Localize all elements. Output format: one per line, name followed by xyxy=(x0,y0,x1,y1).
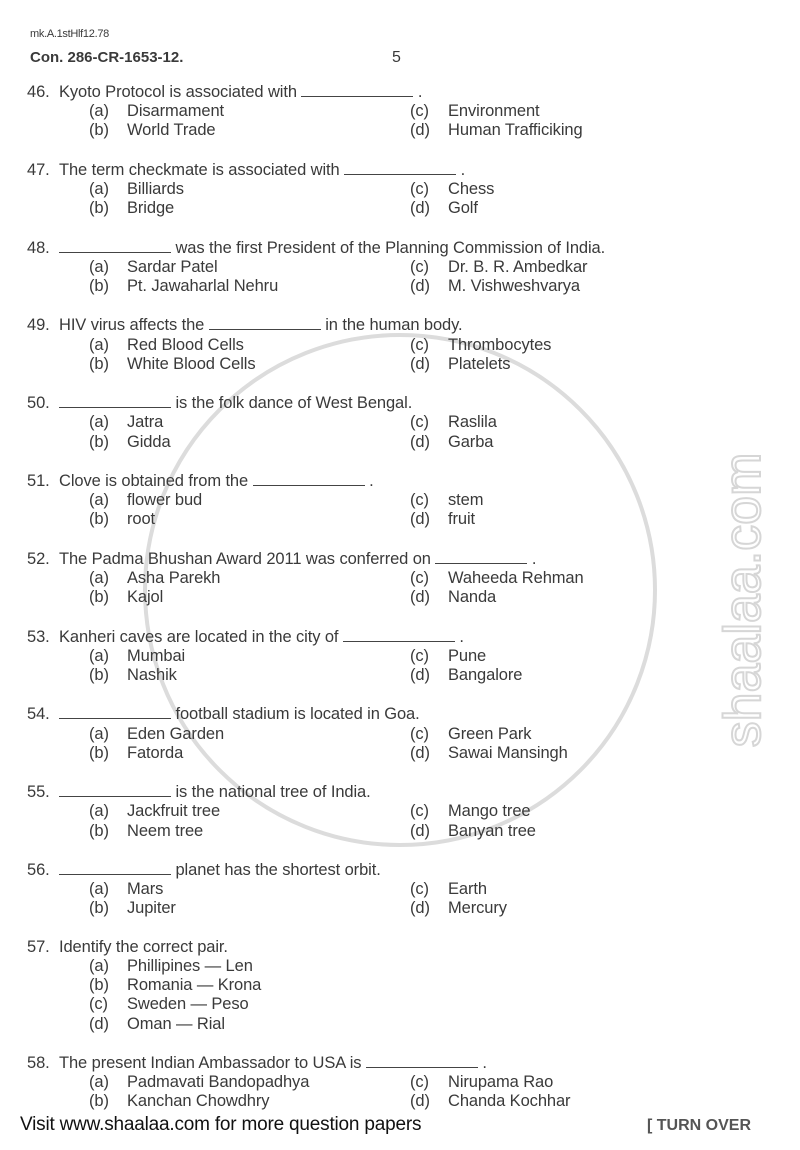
option-label: (b) xyxy=(89,665,109,684)
option-text: fruit xyxy=(448,510,476,529)
option-label: (c) xyxy=(410,802,429,821)
option-text: Raslila xyxy=(448,413,497,432)
answer-option xyxy=(89,491,410,510)
option-row xyxy=(27,569,787,588)
answer-blank xyxy=(59,238,171,253)
answer-option xyxy=(410,725,730,744)
question-stem-end: . xyxy=(459,627,464,646)
option-row xyxy=(27,647,787,666)
option-label: (a) xyxy=(89,802,109,821)
answer-option xyxy=(410,355,730,374)
option-row xyxy=(27,880,787,899)
option-label: (a) xyxy=(89,724,109,743)
option-text: Jatra xyxy=(127,413,164,432)
option-label: (d) xyxy=(410,588,430,607)
question-stem-end: planet has the shortest orbit. xyxy=(175,860,381,879)
answer-blank xyxy=(59,782,171,797)
question-stem-end: is the folk dance of West Bengal. xyxy=(175,394,413,413)
question-number: 56. xyxy=(27,860,50,879)
option-row xyxy=(27,180,787,199)
option-label: (c) xyxy=(410,180,429,198)
option-text: Romania — Krona xyxy=(127,976,262,995)
option-label: (b) xyxy=(89,199,109,218)
option-label: (a) xyxy=(89,257,109,276)
answer-blank xyxy=(59,704,171,719)
answer-option xyxy=(410,258,730,277)
option-row xyxy=(27,1092,787,1111)
option-text: World Trade xyxy=(127,121,216,140)
option-label: (c) xyxy=(410,724,429,743)
page-number: 5 xyxy=(392,49,401,66)
option-row xyxy=(27,725,787,744)
option-row xyxy=(27,802,787,821)
option-row xyxy=(27,822,787,841)
answer-blank xyxy=(209,315,321,330)
answer-option xyxy=(89,725,410,744)
option-text: Pt. Jawaharlal Nehru xyxy=(127,277,279,295)
question-block xyxy=(27,393,787,452)
question-number: 57. xyxy=(27,937,50,956)
question-text xyxy=(27,238,787,258)
option-label: (c) xyxy=(89,995,108,1014)
option-label: (c) xyxy=(410,257,429,276)
option-label: (d) xyxy=(410,510,430,529)
option-text: Environment xyxy=(448,102,540,121)
option-text: Earth xyxy=(448,880,487,899)
option-row xyxy=(27,433,787,452)
option-text: flower bud xyxy=(127,491,203,510)
answer-option xyxy=(89,976,410,995)
option-text: Phillipines — Len xyxy=(127,956,253,975)
answer-option xyxy=(89,413,410,432)
option-label: (b) xyxy=(89,899,109,918)
answer-option xyxy=(410,802,730,821)
answer-option xyxy=(410,433,730,452)
answer-option xyxy=(89,588,410,607)
option-text: Nirupama Rao xyxy=(448,1073,554,1092)
option-text: Waheeda Rehman xyxy=(448,568,584,587)
option-text: Thrombocytes xyxy=(448,335,552,354)
question-block xyxy=(27,238,787,297)
option-label: (d) xyxy=(410,432,430,451)
option-row xyxy=(27,413,787,432)
option-label: (a) xyxy=(89,102,109,121)
question-number: 48. xyxy=(27,238,50,257)
answer-option xyxy=(410,1073,730,1092)
option-label: (c) xyxy=(410,491,429,510)
option-label: (c) xyxy=(410,413,429,432)
answer-option xyxy=(89,258,410,277)
option-label: (d) xyxy=(410,199,430,218)
option-label: (d) xyxy=(410,1092,430,1111)
option-text: Eden Garden xyxy=(127,724,225,743)
option-text: Sweden — Peso xyxy=(127,995,249,1014)
question-stem: The term checkmate is associated with xyxy=(59,160,340,179)
answer-option xyxy=(89,510,410,529)
answer-option xyxy=(89,822,410,841)
answer-option xyxy=(89,1073,410,1092)
option-label: (c) xyxy=(410,335,429,354)
option-text: Red Blood Cells xyxy=(127,335,244,354)
answer-option xyxy=(89,995,410,1014)
option-label: (a) xyxy=(89,413,109,432)
answer-option xyxy=(410,588,730,607)
answer-option xyxy=(410,336,730,355)
question-stem-end: . xyxy=(460,160,466,179)
option-row xyxy=(27,336,787,355)
option-text: Kanchan Chowdhry xyxy=(127,1092,270,1111)
option-label: (b) xyxy=(89,510,109,529)
answer-option xyxy=(89,1092,410,1111)
question-text xyxy=(27,549,787,569)
question-number: 52. xyxy=(27,549,50,568)
answer-option xyxy=(89,1015,410,1034)
option-label: (d) xyxy=(410,899,430,918)
option-row xyxy=(27,976,787,995)
question-stem: The Padma Bhushan Award 2011 was conferred on xyxy=(59,549,431,568)
option-text: Chanda Kochhar xyxy=(448,1092,571,1111)
option-row xyxy=(27,491,787,510)
question-block xyxy=(27,549,787,608)
option-label: (a) xyxy=(89,335,109,354)
option-label: (b) xyxy=(89,743,109,762)
answer-option xyxy=(89,336,410,355)
answer-option xyxy=(89,957,410,976)
option-text: Mercury xyxy=(448,899,507,918)
option-text: Human Trafficiking xyxy=(448,121,583,140)
question-block xyxy=(27,704,787,763)
option-label: (c) xyxy=(410,880,429,899)
option-text: Padmavati Bandopadhya xyxy=(127,1073,310,1092)
answer-blank xyxy=(59,860,171,875)
answer-option xyxy=(410,1092,730,1111)
option-label: (b) xyxy=(89,277,109,295)
answer-blank xyxy=(253,471,365,486)
question-number: 55. xyxy=(27,783,50,802)
option-label: (a) xyxy=(89,568,109,587)
question-stem: Identify the correct pair. xyxy=(59,937,228,956)
question-stem-end: football stadium is located in Goa. xyxy=(175,705,420,724)
option-label: (a) xyxy=(89,180,109,198)
answer-option xyxy=(89,666,410,685)
answer-option xyxy=(410,744,730,763)
answer-option xyxy=(89,121,410,140)
question-stem-end: . xyxy=(369,471,374,490)
option-text: Jackfruit tree xyxy=(127,802,221,821)
option-text: Billiards xyxy=(127,180,184,198)
question-text xyxy=(27,82,787,102)
option-row xyxy=(27,588,787,607)
answer-option xyxy=(89,180,410,199)
answer-blank xyxy=(343,627,455,642)
question-block xyxy=(27,782,787,841)
option-text: Asha Parekh xyxy=(127,568,221,587)
option-row xyxy=(27,277,787,296)
question-text xyxy=(27,160,787,180)
option-row xyxy=(27,995,787,1014)
option-text: Green Park xyxy=(448,724,532,743)
option-row xyxy=(27,258,787,277)
option-text: Pune xyxy=(448,646,487,665)
question-text xyxy=(27,704,787,724)
turn-over-label: [ TURN OVER xyxy=(647,1117,751,1134)
answer-blank xyxy=(366,1053,478,1068)
option-label: (d) xyxy=(410,354,430,373)
answer-option xyxy=(410,491,730,510)
question-stem-end: . xyxy=(531,549,537,568)
answer-option xyxy=(410,413,730,432)
option-text: Bangalore xyxy=(448,665,523,684)
option-text: Bridge xyxy=(127,199,175,218)
question-text xyxy=(27,782,787,802)
question-stem-end: . xyxy=(417,83,423,101)
question-stem: Kyoto Protocol is associated with xyxy=(59,83,297,101)
question-block xyxy=(27,315,787,374)
option-text: Mango tree xyxy=(448,802,531,821)
question-stem-end: was the first President of the Planning Commission of India. xyxy=(175,238,606,257)
answer-option xyxy=(89,880,410,899)
option-row xyxy=(27,666,787,685)
option-label: (b) xyxy=(89,976,109,995)
option-text: M. Vishweshvarya xyxy=(448,277,580,295)
question-number: 47. xyxy=(27,160,50,179)
question-number: 49. xyxy=(27,316,50,335)
question-number: 51. xyxy=(27,471,50,490)
answer-option xyxy=(89,899,410,918)
option-label: (d) xyxy=(410,665,430,684)
option-label: (d) xyxy=(410,277,430,295)
option-label: (b) xyxy=(89,432,109,451)
option-text: Nashik xyxy=(127,665,177,684)
option-text: White Blood Cells xyxy=(127,354,256,373)
question-block xyxy=(27,627,787,686)
question-stem-end: is the national tree of India. xyxy=(175,783,371,802)
answer-option xyxy=(410,121,730,140)
answer-option xyxy=(89,433,410,452)
option-label: (c) xyxy=(410,568,429,587)
question-text xyxy=(27,315,787,335)
option-row xyxy=(27,957,787,976)
option-text: Banyan tree xyxy=(448,821,536,840)
option-row xyxy=(27,102,787,121)
option-text: Golf xyxy=(448,199,478,218)
paper-code: Con. 286-CR-1653-12. xyxy=(30,49,184,66)
question-number: 54. xyxy=(27,705,50,724)
question-text xyxy=(27,627,787,647)
answer-option xyxy=(410,510,730,529)
option-label: (b) xyxy=(89,354,109,373)
option-label: (b) xyxy=(89,121,109,140)
answer-option xyxy=(410,569,730,588)
option-text: Jupiter xyxy=(127,899,176,918)
question-stem-end: in the human body. xyxy=(325,316,463,335)
question-text xyxy=(27,938,787,957)
question-stem: Kanheri caves are located in the city of xyxy=(59,627,339,646)
answer-option xyxy=(410,647,730,666)
answer-blank xyxy=(435,549,527,564)
option-text: Sawai Mansingh xyxy=(448,743,568,762)
option-text: Fatorda xyxy=(127,743,184,762)
option-row xyxy=(27,355,787,374)
option-row xyxy=(27,121,787,140)
option-label: (a) xyxy=(89,1073,109,1092)
question-block xyxy=(27,1053,787,1112)
answer-option xyxy=(410,899,730,918)
answer-option xyxy=(89,802,410,821)
option-row xyxy=(27,899,787,918)
option-text: Nanda xyxy=(448,588,497,607)
answer-option xyxy=(89,277,410,296)
option-row xyxy=(27,199,787,218)
option-text: Sardar Patel xyxy=(127,257,218,276)
option-label: (b) xyxy=(89,1092,109,1111)
option-row xyxy=(27,510,787,529)
option-text: Kajol xyxy=(127,588,164,607)
answer-option xyxy=(89,744,410,763)
option-label: (a) xyxy=(89,491,109,510)
option-label: (a) xyxy=(89,646,109,665)
option-text: Mumbai xyxy=(127,646,186,665)
question-block xyxy=(27,938,787,1034)
question-text xyxy=(27,1053,787,1073)
option-label: (b) xyxy=(89,588,109,607)
option-label: (d) xyxy=(410,743,430,762)
option-text: Chess xyxy=(448,180,495,198)
question-stem: Clove is obtained from the xyxy=(59,471,249,490)
answer-option xyxy=(89,102,410,121)
option-row xyxy=(27,1073,787,1092)
question-block xyxy=(27,82,787,141)
option-text: root xyxy=(127,510,156,529)
option-label: (c) xyxy=(410,646,429,665)
question-text xyxy=(27,393,787,413)
question-number: 50. xyxy=(27,394,50,413)
option-label: (b) xyxy=(89,821,109,840)
option-text: Platelets xyxy=(448,354,511,373)
option-label: (a) xyxy=(89,956,109,975)
footer-visit-text: Visit www.shaalaa.com for more question papers xyxy=(20,1114,422,1135)
option-text: Mars xyxy=(127,880,164,899)
answer-blank xyxy=(301,82,413,97)
answer-blank xyxy=(344,160,456,175)
option-text: Neem tree xyxy=(127,821,204,840)
answer-option xyxy=(89,199,410,218)
answer-option xyxy=(89,647,410,666)
question-number: 53. xyxy=(27,627,50,646)
option-row xyxy=(27,1015,787,1034)
question-text xyxy=(27,471,787,491)
question-number: 58. xyxy=(27,1053,50,1072)
question-block xyxy=(27,860,787,919)
option-label: (c) xyxy=(410,1073,429,1092)
option-row xyxy=(27,744,787,763)
answer-option xyxy=(410,666,730,685)
option-text: Oman — Rial xyxy=(127,1014,225,1033)
question-text xyxy=(27,860,787,880)
option-text: Gidda xyxy=(127,432,171,451)
question-number: 46. xyxy=(27,83,50,101)
question-stem-end: . xyxy=(482,1053,487,1072)
question-stem: The present Indian Ambassador to USA is xyxy=(59,1053,362,1072)
option-label: (c) xyxy=(410,102,429,121)
option-label: (d) xyxy=(89,1014,109,1033)
answer-option xyxy=(410,277,730,296)
answer-option xyxy=(410,102,730,121)
option-text: Dr. B. R. Ambedkar xyxy=(448,257,588,276)
question-list xyxy=(27,82,787,1131)
answer-option xyxy=(410,822,730,841)
option-text: Garba xyxy=(448,432,494,451)
option-label: (a) xyxy=(89,880,109,899)
option-text: stem xyxy=(448,491,484,510)
question-block xyxy=(27,471,787,530)
question-stem: HIV virus affects the xyxy=(59,316,205,335)
answer-option xyxy=(410,180,730,199)
answer-option xyxy=(410,199,730,218)
answer-blank xyxy=(59,393,171,408)
document-reference: mk.A.1stHlf12.78 xyxy=(30,28,109,40)
question-block xyxy=(27,160,787,219)
answer-option xyxy=(410,880,730,899)
option-label: (d) xyxy=(410,121,430,140)
answer-option xyxy=(89,569,410,588)
watermark-text: shaalaa.com xyxy=(714,452,772,748)
option-text: Disarmament xyxy=(127,102,225,121)
answer-option xyxy=(89,355,410,374)
option-label: (d) xyxy=(410,821,430,840)
